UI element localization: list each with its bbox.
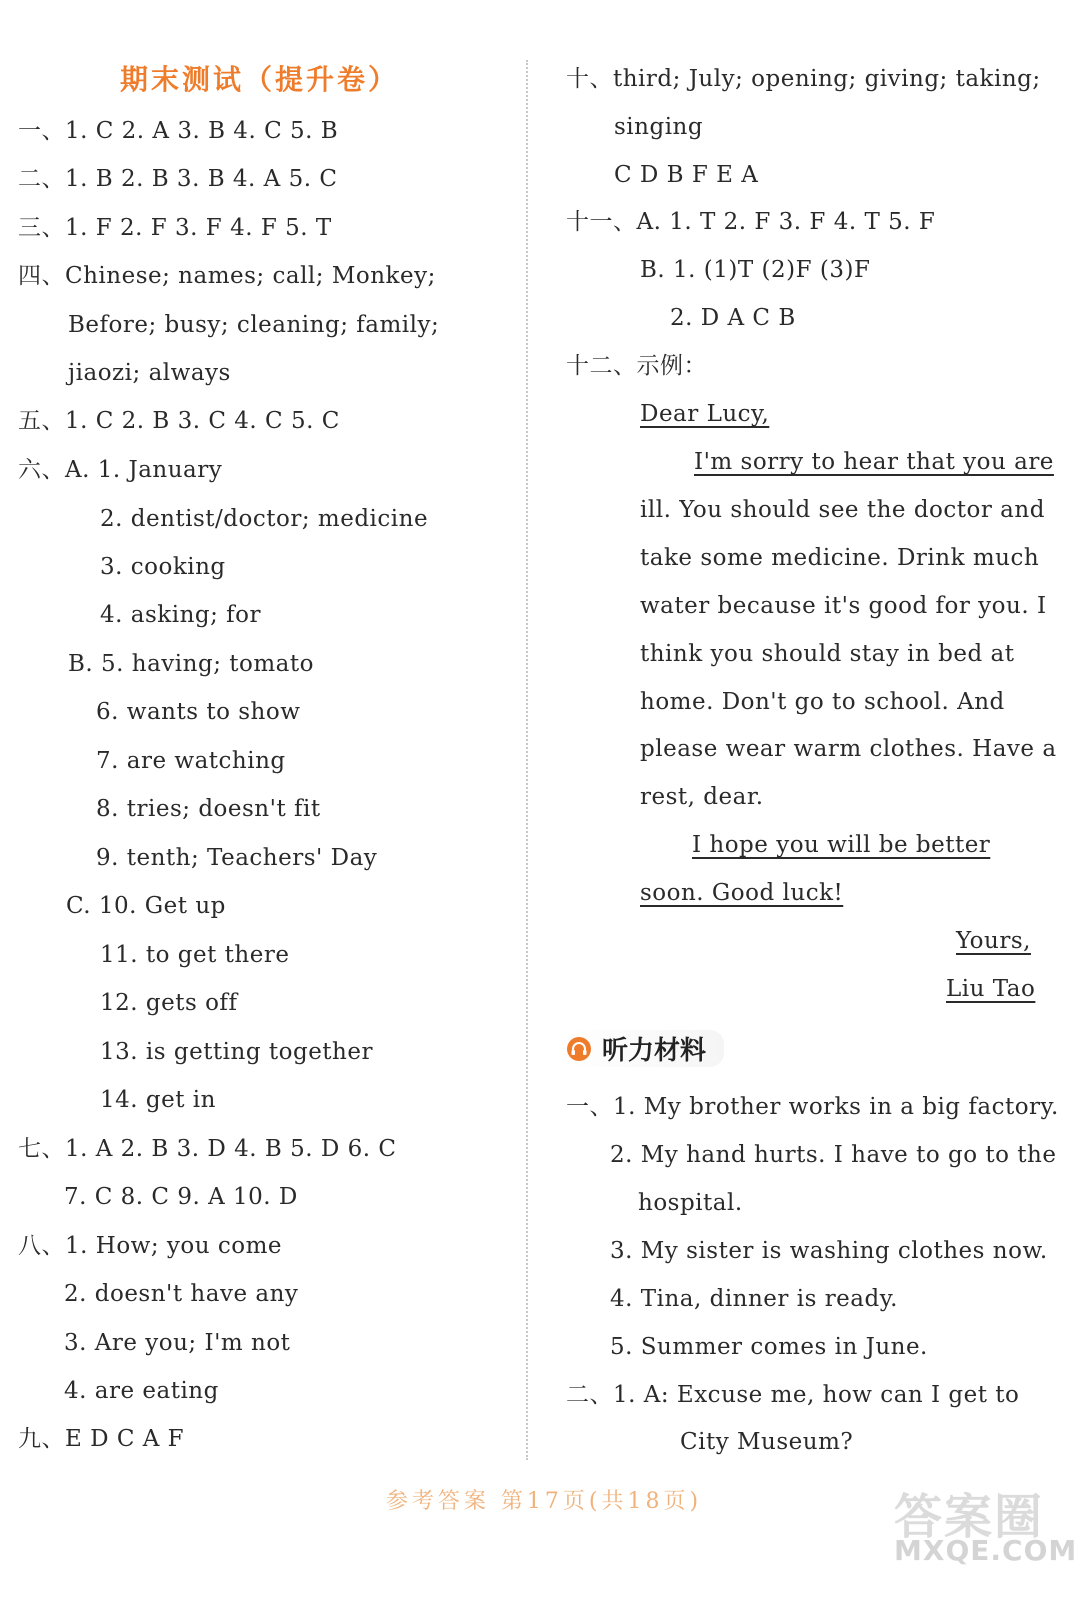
answer-line: 2. D A C B: [670, 305, 796, 331]
answer-line: 九、E D C A F: [18, 1426, 185, 1452]
answer-line: 9. tenth; Teachers' Day: [96, 845, 378, 871]
page-footer: 参考答案 第17页(共18页): [385, 1489, 703, 1514]
transcript-line: hospital.: [638, 1190, 743, 1216]
answer-line: 6. wants to show: [96, 699, 301, 725]
answer-line: B. 5. having; tomato: [68, 651, 314, 677]
answer-line: B. 1. (1)T (2)F (3)F: [640, 257, 871, 283]
answer-line: Before; busy; cleaning; family;: [68, 312, 440, 338]
answer-line: 十、third; July; opening; giving; taking;: [566, 66, 1041, 92]
answer-line: take some medicine. Drink much: [640, 545, 1040, 571]
answer-line: 13. is getting together: [100, 1039, 373, 1065]
answer-line: C. 10. Get up: [66, 893, 226, 919]
answer-line: 十一、A. 1. T 2. F 3. F 4. T 5. F: [566, 209, 936, 235]
transcript-line: 二、1. A: Excuse me, how can I get to: [566, 1382, 1020, 1408]
answer-line: Dear Lucy,: [640, 401, 770, 427]
answer-line: 五、1. C 2. B 3. C 4. C 5. C: [18, 408, 340, 434]
answer-line: I'm sorry to hear that you are: [694, 449, 1054, 475]
answer-line: singing: [614, 114, 704, 140]
answer-line: C D B F E A: [614, 162, 759, 188]
headphones-icon: [566, 1036, 592, 1062]
answer-line: 4. asking; for: [100, 602, 262, 628]
transcript-line: 4. Tina, dinner is ready.: [610, 1286, 898, 1312]
transcript-line: City Museum?: [680, 1429, 854, 1455]
listening-heading-label: 听力材料: [602, 1036, 707, 1066]
answer-line: 7. are watching: [96, 748, 286, 774]
answer-line: 14. get in: [100, 1087, 216, 1113]
transcript-line: 2. My hand hurts. I have to go to the: [610, 1142, 1057, 1168]
answer-line: 四、Chinese; names; call; Monkey;: [18, 263, 436, 289]
answer-line: 2. doesn't have any: [64, 1281, 299, 1307]
answer-line: 12. gets off: [100, 990, 238, 1016]
transcript-line: 5. Summer comes in June.: [610, 1334, 928, 1360]
answer-line: 3. Are you; I'm not: [64, 1330, 291, 1356]
answer-line: ill. You should see the doctor and: [640, 497, 1045, 523]
column-divider: [526, 60, 528, 1460]
answer-line: 三、1. F 2. F 3. F 4. F 5. T: [18, 215, 332, 241]
answer-line: jiaozi; always: [68, 360, 231, 386]
answer-line: 4. are eating: [64, 1378, 219, 1404]
answer-line: think you should stay in bed at: [640, 641, 1015, 667]
answer-line: 7. C 8. C 9. A 10. D: [64, 1184, 298, 1210]
answer-line: Yours,: [956, 928, 1031, 954]
transcript-line: 一、1. My brother works in a big factory.: [566, 1094, 1059, 1120]
answer-line: 七、1. A 2. B 3. D 4. B 5. D 6. C: [18, 1136, 397, 1162]
watermark-text: 答案圈: [894, 1489, 1045, 1545]
answer-line: 六、A. 1. January: [18, 457, 223, 483]
answer-line: 十二、示例：: [566, 353, 707, 379]
answer-line: 3. cooking: [100, 554, 226, 580]
answer-line: 二、1. B 2. B 3. B 4. A 5. C: [18, 166, 338, 192]
answer-line: Liu Tao: [946, 976, 1036, 1002]
answer-line: I hope you will be better: [692, 832, 991, 858]
answer-line: 八、1. How; you come: [18, 1233, 283, 1259]
transcript-line: 3. My sister is washing clothes now.: [610, 1238, 1048, 1264]
answer-line: 2. dentist/doctor; medicine: [100, 506, 429, 532]
watermark-logo: [894, 1478, 1078, 1578]
listening-heading: [566, 1030, 724, 1067]
answer-line: water because it's good for you. I: [640, 593, 1047, 619]
answer-line: home. Don't go to school. And: [640, 689, 1005, 715]
answer-line: soon. Good luck!: [640, 880, 844, 906]
answer-line: 11. to get there: [100, 942, 290, 968]
answer-line: rest, dear.: [640, 784, 764, 810]
watermark-url: MXQE.COM: [894, 1534, 1078, 1567]
page-title: 期末测试（提升卷）: [120, 63, 400, 96]
answer-line: 8. tries; doesn't fit: [96, 796, 321, 822]
answer-line: 一、1. C 2. A 3. B 4. C 5. B: [18, 118, 339, 144]
answer-line: please wear warm clothes. Have a: [640, 736, 1057, 762]
